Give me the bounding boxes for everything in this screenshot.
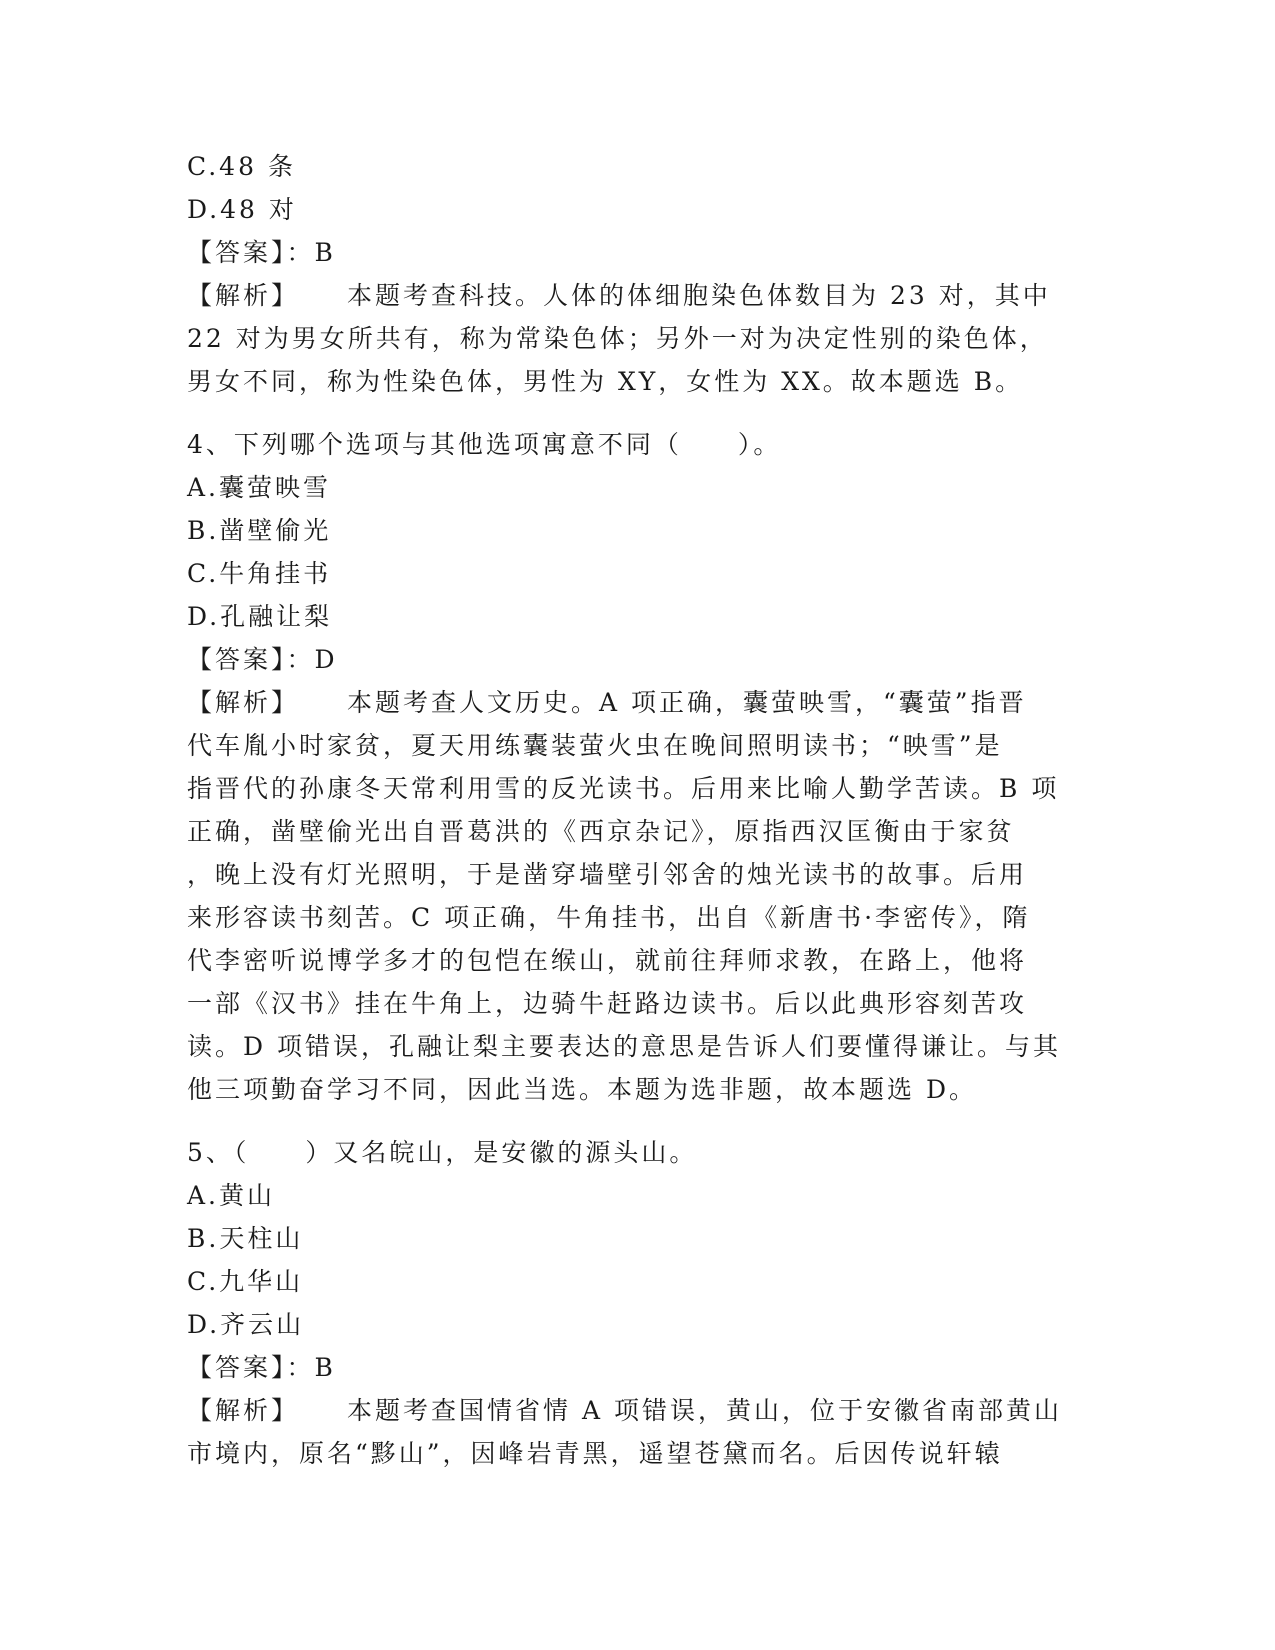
q4-analysis-line-1: 【解析】 本题考查人文历史。A 项正确，囊萤映雪，“囊萤”指晋 <box>187 688 1027 717</box>
q5-option-d: D.齐云山 <box>187 1310 305 1339</box>
q3-analysis-line-3: 男女不同，称为性染色体，男性为 XY，女性为 XX。故本题选 B。 <box>187 367 1024 396</box>
question-4-block <box>187 423 1087 1111</box>
document-page <box>187 145 1087 1475</box>
q5-answer: 【答案】：B <box>187 1353 336 1382</box>
q4-analysis-line-9: 读。D 项错误，孔融让梨主要表达的意思是告诉人们要懂得谦让。与其 <box>187 1032 1061 1061</box>
q4-option-a: A.囊萤映雪 <box>187 473 332 502</box>
q3-analysis-line-2: 22 对为男女所共有，称为常染色体；另外一对为决定性别的染色体， <box>187 324 1048 353</box>
q4-analysis-line-5: ，晚上没有灯光照明，于是凿穿墙壁引邻舍的烛光读书的故事。后用 <box>187 860 1028 889</box>
q4-analysis-line-10: 他三项勤奋学习不同，因此当选。本题为选非题，故本题选 D。 <box>187 1075 977 1104</box>
q3-answer: 【答案】：B <box>187 238 336 267</box>
q3-analysis-tag: 【解析】 <box>187 281 300 310</box>
q4-question: 4、下列哪个选项与其他选项寓意不同（ ）。 <box>187 430 782 459</box>
q3-option-d: D.48 对 <box>187 195 297 224</box>
q5-analysis-line-2: 市境内，原名“黟山”，因峰岩青黑，遥望苍黛而名。后因传说轩辕 <box>187 1439 1003 1468</box>
q5-option-a: A.黄山 <box>187 1181 276 1210</box>
q5-question: 5、（ ）又名皖山，是安徽的源头山。 <box>187 1138 698 1167</box>
q4-answer: 【答案】：D <box>187 645 338 674</box>
q3-option-c: C.48 条 <box>187 152 296 181</box>
q4-analysis-line-2: 代车胤小时家贫，夏天用练囊装萤火虫在晚间照明读书；“映雪”是 <box>187 731 1003 760</box>
q4-option-b: B.凿壁偷光 <box>187 516 332 545</box>
q5-option-c: C.九华山 <box>187 1267 304 1296</box>
question-5-block <box>187 1131 1087 1475</box>
q4-option-c: C.牛角挂书 <box>187 559 332 588</box>
question-3-block <box>187 145 1087 403</box>
q4-option-d: D.孔融让梨 <box>187 602 333 631</box>
q4-analysis-line-8: 一部《汉书》挂在牛角上，边骑牛赶路边读书。后以此典形容刻苦攻 <box>187 989 1028 1018</box>
q4-analysis-tag: 【解析】 <box>187 688 300 717</box>
q5-option-b: B.天柱山 <box>187 1224 304 1253</box>
q5-analysis-tag: 【解析】 <box>187 1396 300 1425</box>
q4-analysis-line-7: 代李密听说博学多才的包恺在缑山，就前往拜师求教，在路上，他将 <box>187 946 1028 975</box>
q3-analysis-line-1: 【解析】 本题考查科技。人体的体细胞染色体数目为 23 对，其中 <box>187 281 1051 310</box>
q4-analysis-line-4: 正确，凿壁偷光出自晋葛洪的《西京杂记》，原指西汉匡衡由于家贫 <box>187 817 1015 846</box>
q4-analysis-line-3: 指晋代的孙康冬天常利用雪的反光读书。后用来比喻人勤学苦读。B 项 <box>187 774 1060 803</box>
q5-analysis-line-1: 【解析】 本题考查国情省情 A 项错误，黄山，位于安徽省南部黄山 <box>187 1396 1062 1425</box>
q4-analysis-line-6: 来形容读书刻苦。C 项正确，牛角挂书，出自《新唐书·李密传》，隋 <box>187 903 1031 932</box>
